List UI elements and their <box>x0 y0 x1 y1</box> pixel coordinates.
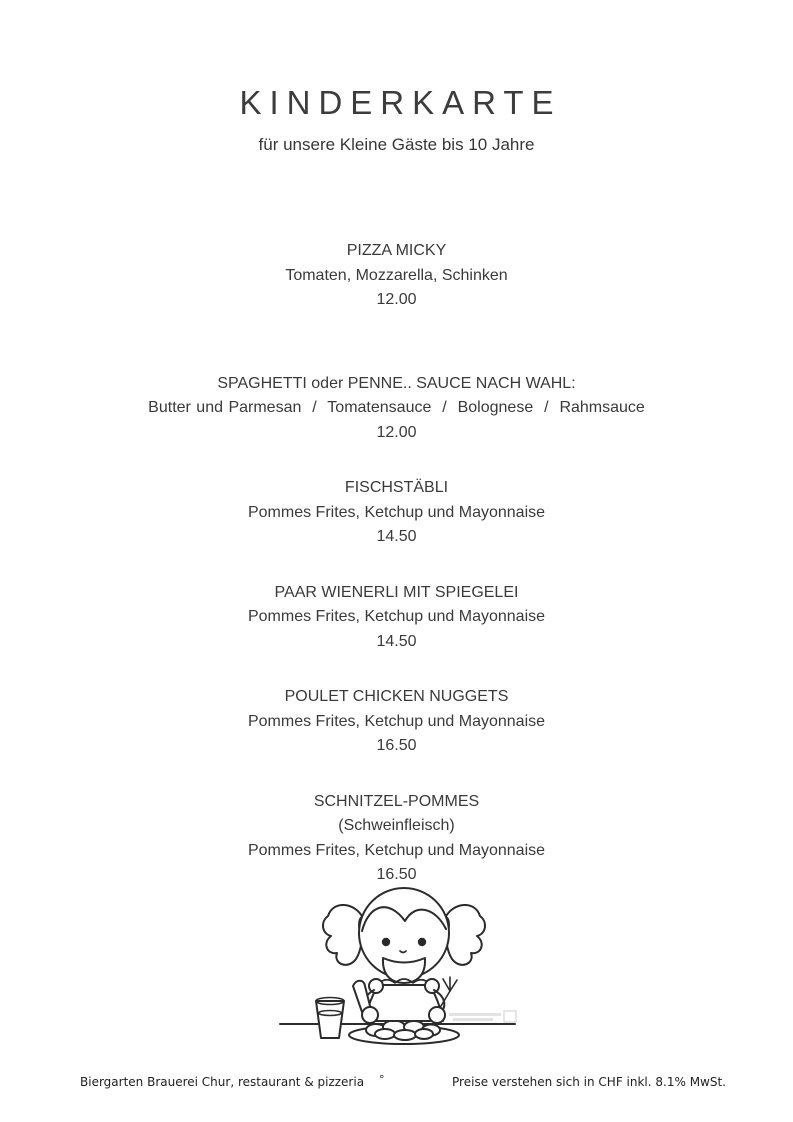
item-price: 14.50 <box>376 632 417 650</box>
menu-item-chicken-nuggets <box>0 685 793 759</box>
item-price: 14.50 <box>376 528 417 545</box>
item-price: 12.00 <box>376 291 417 308</box>
item-name: FISCHSTÄBLI <box>344 479 449 496</box>
item-price: 16.50 <box>376 866 417 883</box>
menu-item-fischstaebli <box>0 476 793 550</box>
page-subtitle: für unsere Kleine Gäste bis 10 Jahre <box>258 135 535 154</box>
menu-item-schnitzel-pommes <box>0 790 793 888</box>
footer-separator: ° <box>379 1073 385 1086</box>
item-description: Pommes Frites, Ketchup und Mayonnaise <box>247 841 546 859</box>
right-hand <box>429 1007 445 1023</box>
menu-item-pizza-micky <box>0 239 793 313</box>
item-price: 12.00 <box>376 423 417 441</box>
item-name: PAAR WIENERLI MIT SPIEGELEI <box>274 583 519 601</box>
item-name: PIZZA MICKY <box>346 242 447 259</box>
girl-eating-illustration <box>277 884 527 1056</box>
item-note: (Schweinfleisch) <box>338 817 455 834</box>
item-description: Pommes Frites, Ketchup und Mayonnaise <box>247 608 546 625</box>
left-pigtail <box>323 905 363 965</box>
item-description: Tomaten, Mozzarella, Schinken <box>285 266 508 284</box>
item-name: SPAGHETTI oder PENNE.. SAUCE NACH WAHL: <box>217 374 576 392</box>
right-eye <box>418 938 426 946</box>
item-name: SCHNITZEL-POMMES <box>313 792 480 810</box>
page-title: KINDERKARTE <box>239 84 562 121</box>
right-pigtail <box>445 905 485 965</box>
footer-price-notice: Preise verstehen sich in CHF inkl. 8.1% MwSt. <box>452 1075 726 1089</box>
item-description: Pommes Frites, Ketchup und Mayonnaise <box>247 503 546 521</box>
footer-restaurant-name: Biergarten Brauerei Chur, restaurant & pizzeria <box>80 1075 365 1089</box>
menu-item-wienerli-spiegelei <box>0 581 793 655</box>
item-name: POULET CHICKEN NUGGETS <box>284 688 509 705</box>
watermark <box>449 1011 516 1022</box>
item-description: Butter und Parmesan / Tomatensauce / Bolognese / Rahmsauce <box>148 399 645 416</box>
menu-item-spaghetti-penne <box>0 372 793 446</box>
girl-figure <box>323 888 485 1023</box>
left-eye <box>382 938 390 946</box>
menu-item-list <box>0 239 793 888</box>
menu-header <box>0 0 793 155</box>
water-glass <box>316 998 344 1039</box>
page-footer <box>80 1075 726 1093</box>
left-hand <box>362 1007 378 1023</box>
item-price: 16.50 <box>376 737 417 754</box>
item-description: Pommes Frites, Ketchup und Mayonnaise <box>247 712 546 730</box>
